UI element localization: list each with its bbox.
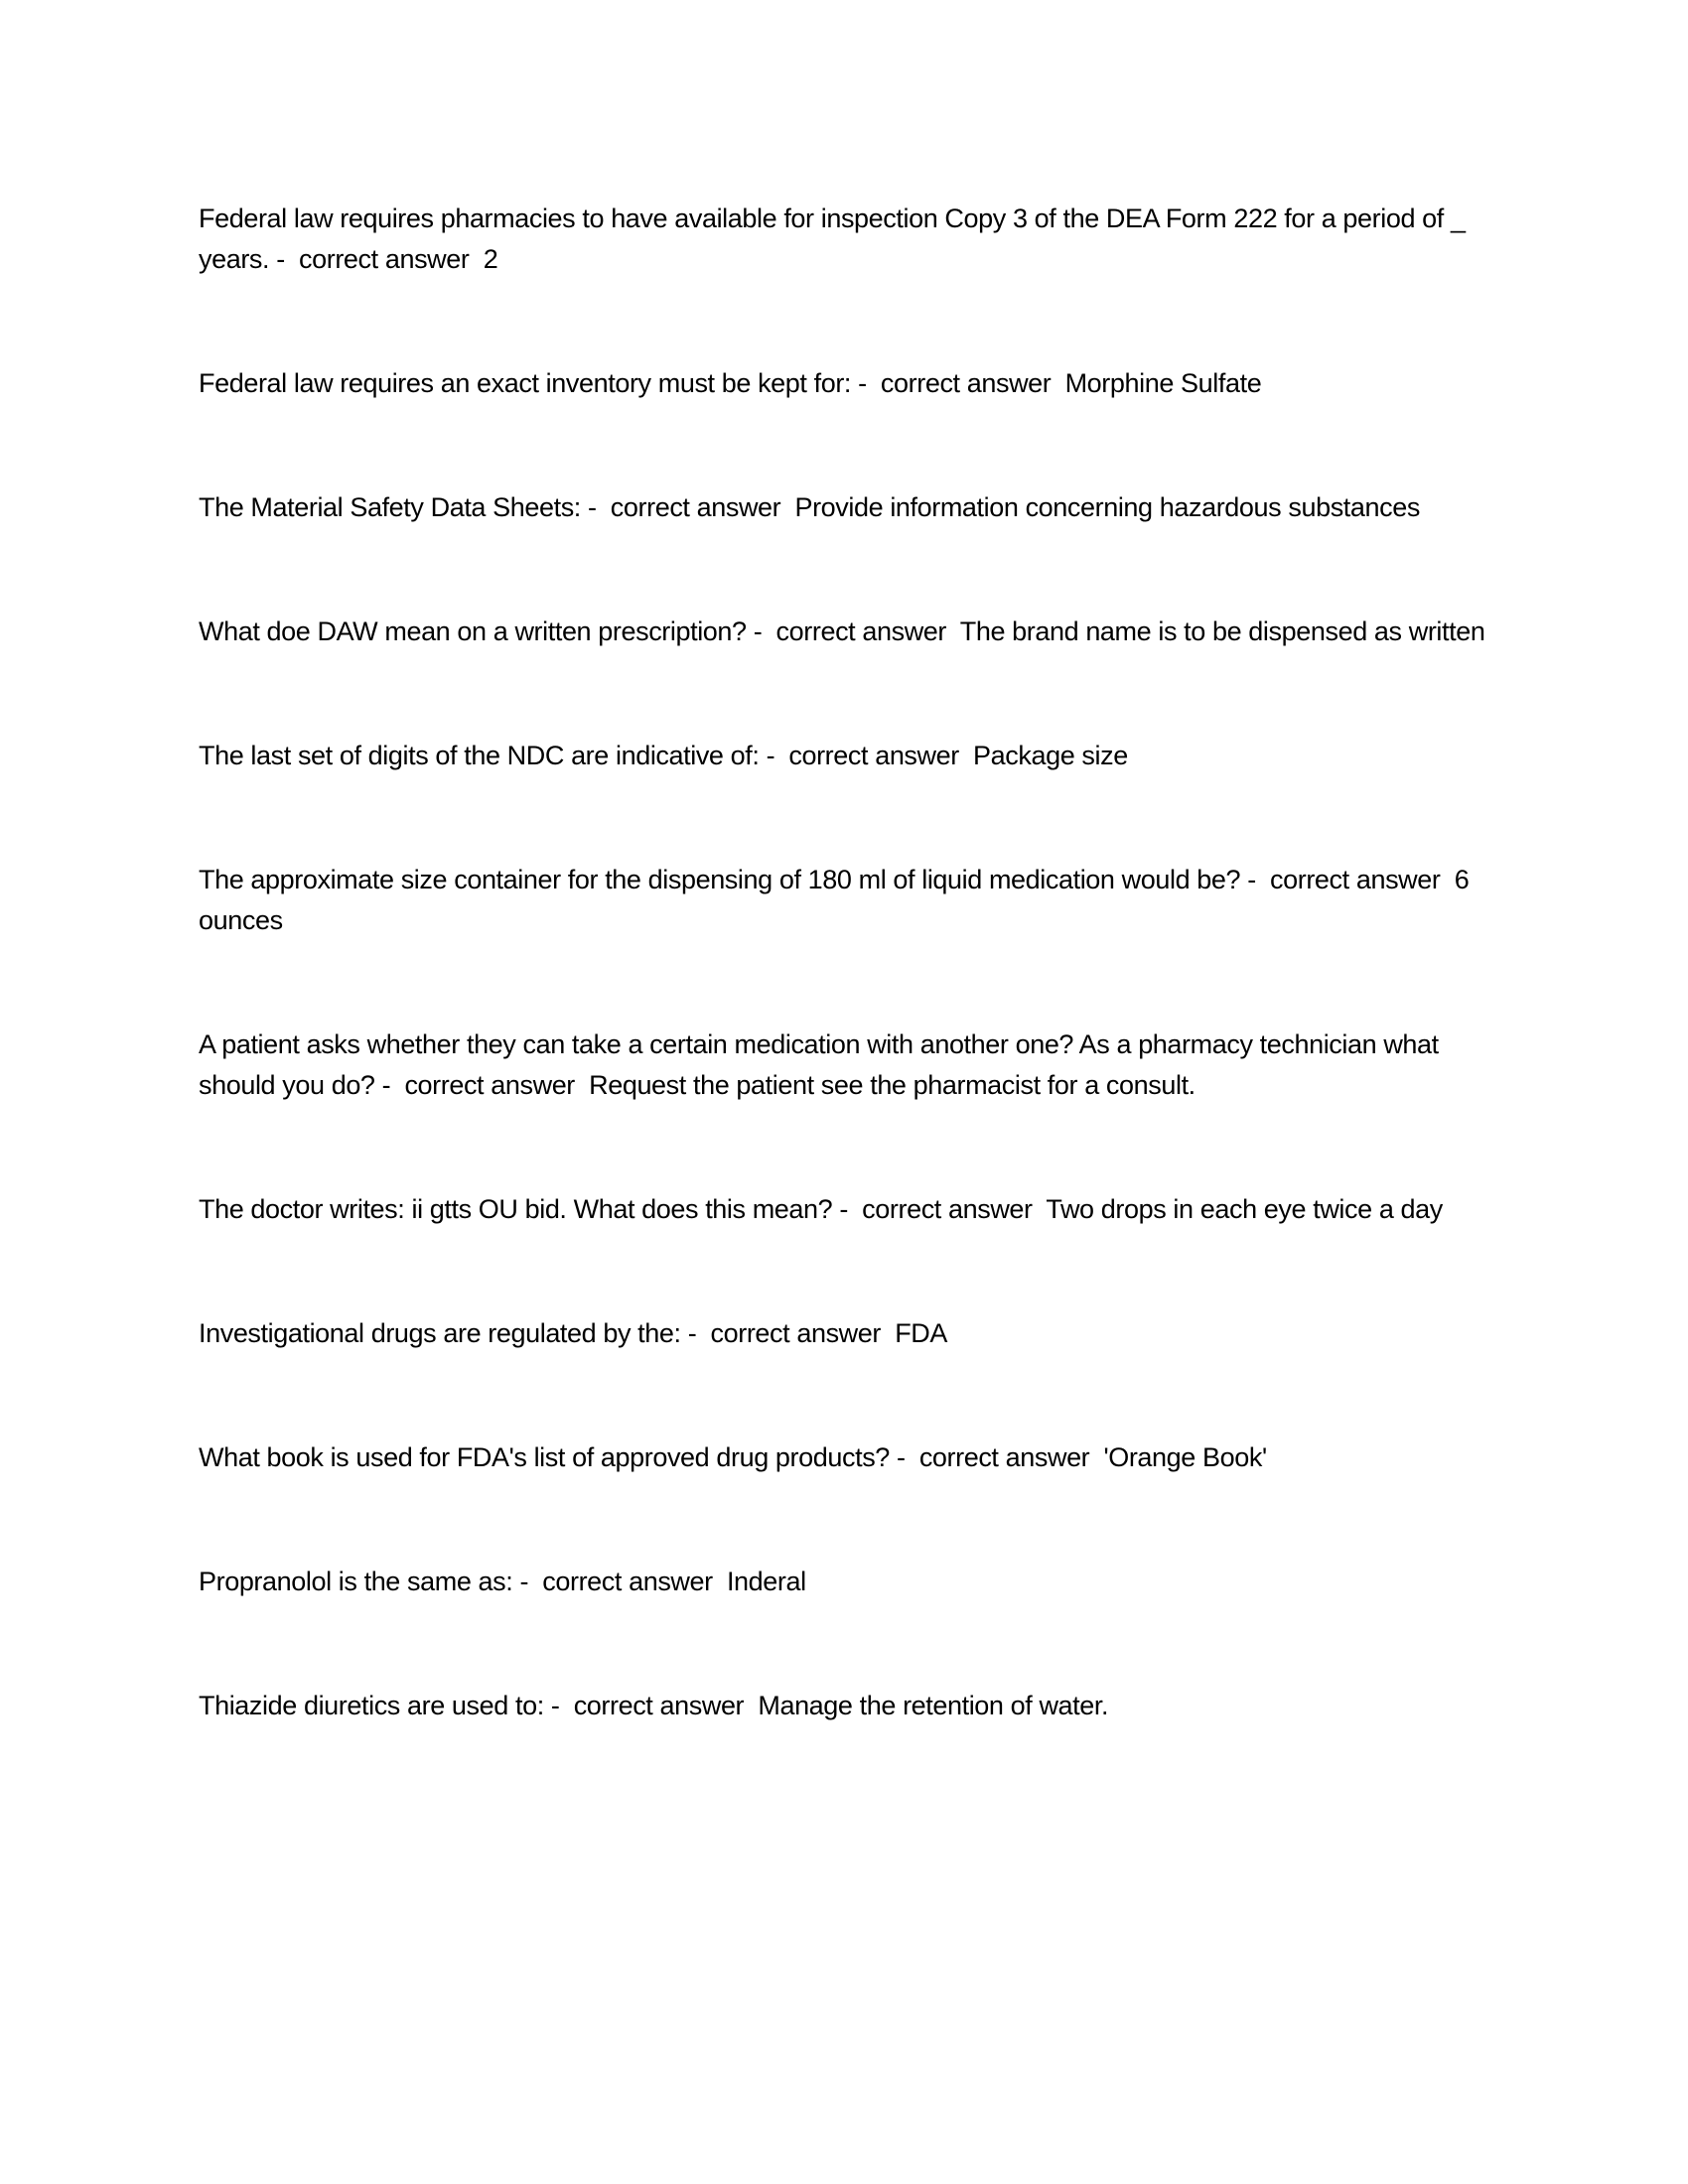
qa-item: [199, 1313, 1489, 1354]
question-text: Propranolol is the same as:: [199, 1567, 513, 1596]
answer-text: 2: [483, 244, 498, 274]
answer-text: Manage the retention of water.: [758, 1691, 1109, 1720]
answer-separator: - correct answer: [680, 1318, 896, 1348]
answer-separator: - correct answer: [374, 1070, 590, 1100]
question-text: The last set of digits of the NDC are indicative of:: [199, 741, 760, 770]
qa-item: [199, 1024, 1489, 1106]
qa-item: [199, 1562, 1489, 1602]
answer-text: FDA: [895, 1318, 947, 1348]
answer-text: Inderal: [726, 1567, 806, 1596]
answer-text: Two drops in each eye twice a day: [1046, 1194, 1443, 1224]
answer-text: Morphine Sulfate: [1064, 368, 1262, 398]
qa-item: [199, 199, 1489, 280]
qa-item: [199, 612, 1489, 652]
answer-separator: - correct answer: [746, 616, 960, 646]
question-text: Federal law requires an exact inventory must be kept for:: [199, 368, 852, 398]
answer-text: Package size: [973, 741, 1128, 770]
question-text: Federal law requires pharmacies to have available for inspection Copy 3 of the DEA Form 222 for a period of _ years.: [199, 204, 1473, 274]
answer-separator: - correct answer: [512, 1567, 727, 1596]
answer-text: 6 ounces: [199, 865, 1477, 935]
answer-text: The brand name is to be dispensed as written: [959, 616, 1485, 646]
qa-item: [199, 736, 1489, 776]
answer-separator: - correct answer: [269, 244, 484, 274]
question-text: The doctor writes: ii gtts OU bid. What does this mean?: [199, 1194, 833, 1224]
answer-separator: - correct answer: [580, 492, 795, 522]
answer-separator: - correct answer: [832, 1194, 1047, 1224]
question-text: The approximate size container for the dispensing of 180 ml of liquid medication would be?: [199, 865, 1241, 894]
question-text: Thiazide diuretics are used to:: [199, 1691, 544, 1720]
document-page: [199, 199, 1489, 1810]
qa-item: [199, 1437, 1489, 1478]
answer-separator: - correct answer: [759, 741, 974, 770]
question-text: What book is used for FDA's list of approved drug products?: [199, 1442, 890, 1472]
qa-item: [199, 1686, 1489, 1726]
answer-separator: - correct answer: [1240, 865, 1455, 894]
answer-separator: - correct answer: [851, 368, 1065, 398]
question-text: Investigational drugs are regulated by the:: [199, 1318, 681, 1348]
qa-item: [199, 363, 1489, 404]
answer-text: 'Orange Book': [1103, 1442, 1267, 1472]
qa-item: [199, 487, 1489, 528]
answer-separator: - correct answer: [889, 1442, 1104, 1472]
question-text: The Material Safety Data Sheets:: [199, 492, 581, 522]
question-text: What doe DAW mean on a written prescription?: [199, 616, 747, 646]
answer-separator: - correct answer: [543, 1691, 759, 1720]
qa-item: [199, 860, 1489, 941]
answer-text: Provide information concerning hazardous substances: [794, 492, 1420, 522]
answer-text: Request the patient see the pharmacist for a consult.: [589, 1070, 1196, 1100]
question-text: A patient asks whether they can take a certain medication with another one? As a pharmacy technician what should you do?: [199, 1029, 1446, 1100]
qa-item: [199, 1189, 1489, 1230]
